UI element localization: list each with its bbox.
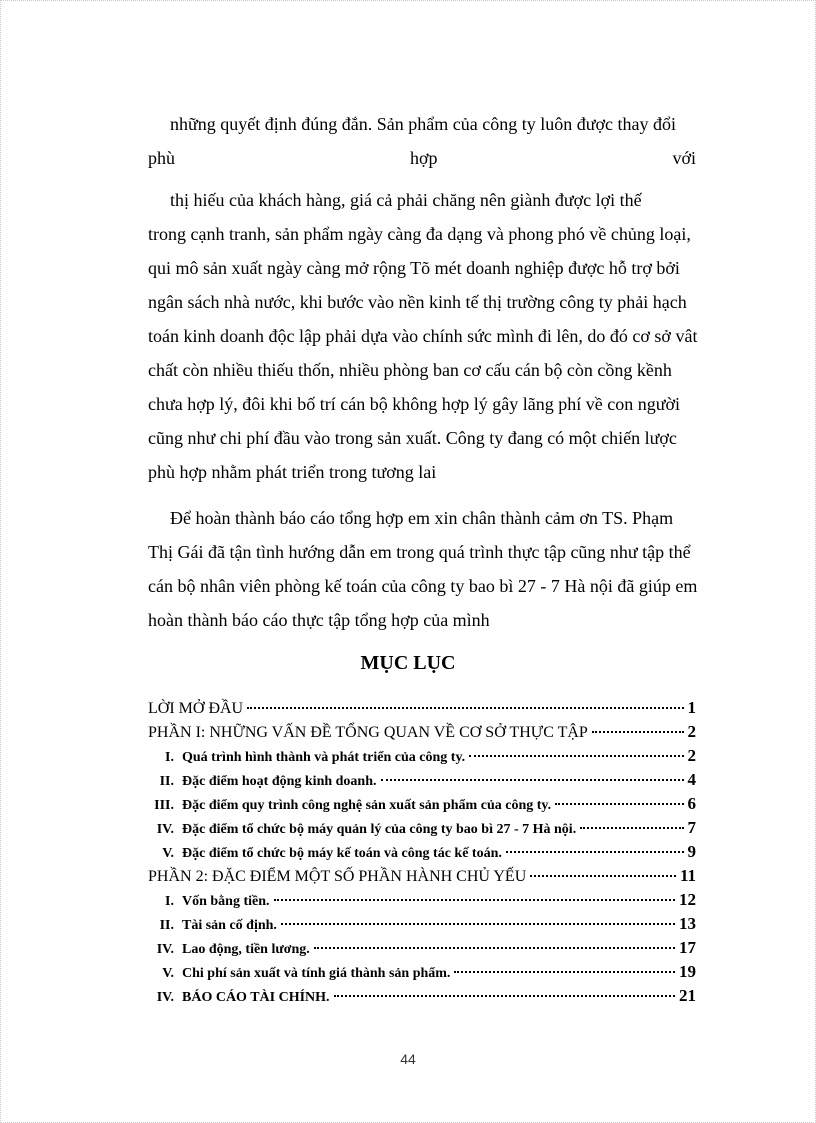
toc-page-number: 17 (679, 938, 696, 957)
toc-entry[interactable] (148, 913, 696, 935)
toc-entry-number: IV. (156, 990, 174, 1005)
toc-entry[interactable] (148, 793, 696, 815)
text-line: hoàn thành báo cáo thực tập tổng hợp của mình (148, 610, 490, 630)
toc-entry-text: PHẦN 2: ĐẶC ĐIỂM MỘT SỐ PHẦN HÀNH CHỦ YẾU (148, 868, 527, 885)
toc-leader (274, 899, 675, 901)
text-line: Để hoàn thành báo cáo tổng hợp em xin chân thành cảm ơn TS. Phạm (170, 508, 674, 528)
toc-entry[interactable] (148, 745, 696, 767)
toc-page-number: 1 (687, 698, 696, 717)
toc-page-number: 21 (679, 986, 696, 1005)
toc-entry[interactable] (148, 865, 696, 887)
toc-entry-text: Lao động, tiền lương. (182, 942, 310, 957)
word: với (672, 148, 696, 168)
toc-entry-text: Vốn bằng tiền. (182, 894, 270, 909)
toc-entry[interactable] (148, 817, 696, 839)
toc-entry-number: I. (165, 894, 174, 909)
toc-leader (454, 971, 675, 973)
toc-entry-text: Chi phí sản xuất và tính giá thành sản phẩm. (182, 966, 451, 981)
toc-page-number: 19 (679, 962, 696, 981)
toc-leader (381, 779, 684, 781)
toc-entry[interactable] (148, 961, 696, 983)
toc-leader (530, 875, 676, 877)
toc-entry-number: II. (159, 774, 174, 789)
toc-entry[interactable] (148, 889, 696, 911)
toc-page-number: 7 (687, 818, 696, 837)
text-line: trong cạnh tranh, sản phẩm ngày càng đa dạng và phong phó về chủng loại, (148, 224, 691, 244)
text-line: ngân sách nhà nước, khi bước vào nền kinh tế thị trường công ty phải hạch (148, 292, 687, 312)
toc-entry-text: BÁO CÁO TÀI CHÍNH. (182, 990, 330, 1005)
toc-entry-text: Đặc điểm tổ chức bộ máy quản lý của công ty bao bì 27 - 7 Hà nội. (182, 822, 577, 837)
text-line-justified (148, 146, 696, 170)
toc-entry-number: I. (165, 750, 174, 765)
toc-leader (247, 707, 683, 709)
toc-page-number: 6 (687, 794, 696, 813)
word: hợp (409, 148, 438, 168)
toc-entry[interactable] (148, 841, 696, 863)
toc-leader (506, 851, 684, 853)
toc-entry-number: III. (154, 798, 174, 813)
toc-entry-text: Đặc điểm hoạt động kinh doanh. (182, 774, 377, 789)
toc-entry-number: V. (162, 846, 174, 861)
toc-leader (580, 827, 683, 829)
text-line: những quyết định đúng đắn. Sản phẩm của công ty luôn được thay đổi (170, 114, 676, 134)
toc-entry[interactable] (148, 697, 696, 719)
toc-entry-text: LỜI MỞ ĐẦU (148, 700, 244, 717)
text-line: phù hợp nhằm phát triển trong tương lai (148, 462, 437, 482)
text-line: cũng như chi phí đầu vào trong sản xuất. Công ty đang có một chiến lược (148, 428, 677, 448)
toc-entry-text: Đặc điểm tổ chức bộ máy kế toán và công tác kế toán. (182, 846, 502, 861)
toc-entry-text: PHẦN I: NHỮNG VẤN ĐỀ TỔNG QUAN VỀ CƠ SỞ THỰC TẬP (148, 724, 588, 741)
toc-leader (281, 923, 675, 925)
toc-title: MỤC LỤC (360, 652, 456, 674)
toc-entry-number: IV. (156, 822, 174, 837)
toc-entry[interactable] (148, 721, 696, 743)
word: phù (148, 148, 175, 168)
toc-entry-text: Quá trình hình thành và phát triển của công ty. (182, 750, 466, 765)
toc-leader (469, 755, 683, 757)
text-line: qui mô sản xuất ngày càng mở rộng Tõ mét doanh nghiệp được hỗ trợ bởi (148, 258, 680, 278)
toc-leader (314, 947, 675, 949)
toc-leader (334, 995, 675, 997)
toc-entry-text: Tài sản cố định. (182, 918, 277, 933)
toc-entry-number: V. (162, 966, 174, 981)
toc-page-number: 13 (679, 914, 696, 933)
toc-page-number: 2 (687, 722, 696, 741)
text-line: cán bộ nhân viên phòng kế toán của công ty bao bì 27 - 7 Hà nội đã giúp em (148, 576, 698, 596)
text-line: thị hiếu của khách hàng, giá cả phải chăng nên giành được lợi thế (170, 190, 642, 210)
toc-entry-text: Đặc điểm quy trình công nghệ sản xuất sản phẩm của công ty. (182, 798, 552, 813)
toc-leader (592, 731, 684, 733)
text-line: chất còn nhiều thiếu thốn, nhiều phòng ban cơ cấu cán bộ còn cồng kềnh (148, 360, 672, 380)
toc-page-number: 2 (687, 746, 696, 765)
page-number: 44 (400, 1051, 416, 1067)
toc-entry[interactable] (148, 985, 696, 1007)
toc-entry-number: IV. (156, 942, 174, 957)
toc-leader (555, 803, 683, 805)
text-line: chưa hợp lý, đôi khi bố trí cán bộ không hợp lý gây lãng phí về con người (148, 394, 680, 414)
toc-page-number: 4 (687, 770, 696, 789)
toc-page-number: 12 (679, 890, 696, 909)
toc-entry-number: II. (159, 918, 174, 933)
text-line: Thị Gái đã tận tình hướng dẫn em trong quá trình thực tập cũng như tập thể (148, 542, 691, 562)
toc-entry[interactable] (148, 937, 696, 959)
toc-page-number: 9 (687, 842, 696, 861)
toc-page-number: 11 (679, 866, 696, 885)
text-line: toán kinh doanh độc lập phải dựa vào chính sức mình đi lên, do đó cơ sở vât (148, 326, 698, 346)
toc-entry[interactable] (148, 769, 696, 791)
